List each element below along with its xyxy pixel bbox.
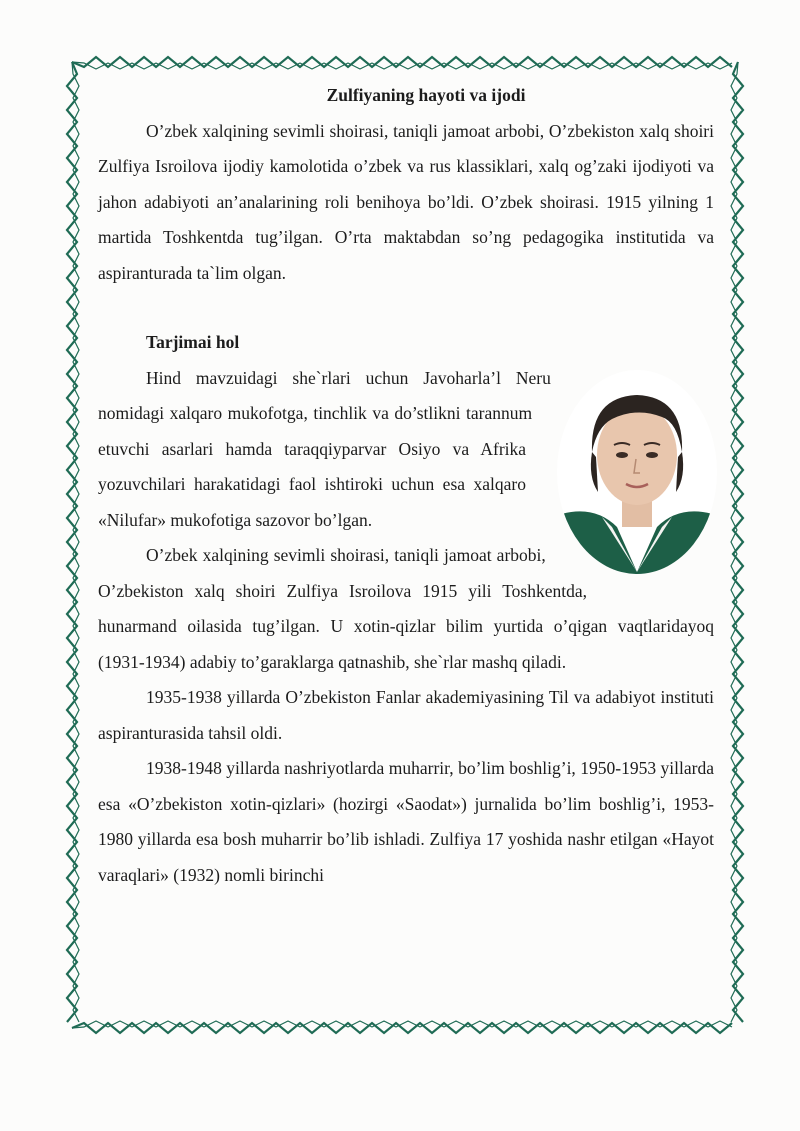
portrait-image-icon xyxy=(552,367,722,577)
biography-paragraph-3: 1935-1938 yillarda O’zbekiston Fanlar akademiyasining Til va adabiyot instituti aspiranturasida tahsil oldi. xyxy=(98,687,714,743)
intro-paragraph: O’zbek xalqining sevimli shoirasi, taniqli jamoat arbobi, O’zbekiston xalq shoiri Zulfiya Isroilova ijodiy kamolotida o’zbek va rus klassiklari, xalq og’zaki ijodiyoti va jahon adabiyoti an’analarining roli benihoya bo’ldi. O’zbek shoirasi. 1915 yilning 1 martida Toshkentda tug’ilgan. O’rta maktabdan so’ng pedagogika institutida va aspiranturada ta`lim olgan. xyxy=(98,120,714,283)
biography-paragraph-2: O’zbek xalqining sevimli shoirasi, taniqli jamoat arbobi, O’zbekiston xalq shoiri Zulfiya Isroilova 1915 yili Toshkentda, hunarmand oilasida tug’ilgan. U xotin-qizlar bilim yurtida o’qigan vaqtlaridayoq (1931-1934) adabiy to’garaklarga qatnashib, she`rlar mashq qiladi. xyxy=(98,545,714,672)
biography-paragraph-4: 1938-1948 yillarda nashriyotlarda muharrir, bo’lim boshlig’i, 1950-1953 yillarda esa «O’zbekiston xotin-qizlari» (hozirgi «Saodat») jurnalida bo’lim boshlig’i, 1953-1980 yillarda esa bosh muharrir bo’lib ishladi. Zulfiya 17 yoshida nashr etilgan «Hayot varaqlari» (1932) nomli birinchi xyxy=(98,758,714,885)
portrait-photo xyxy=(552,367,722,577)
document-content xyxy=(98,78,714,893)
page-title: Zulfiyaning hayoti va ijodi xyxy=(326,85,526,105)
biography-block xyxy=(98,361,714,681)
biography-paragraph-1: Hind mavzuidagi she`rlari uchun Javoharla’l Neru nomidagi xalqaro mukofotga, tinchlik va do’stlikni tarannum etuvchi asarlari hamda taraqqiyparvar Osiyo va Afrika yozuvchilari harakatidagi faol ishtiroki uchun esa xalqaro «Nilufar» mukofotiga sazovor bo’lgan. xyxy=(98,367,551,530)
section-heading: Tarjimai hol xyxy=(146,332,240,352)
